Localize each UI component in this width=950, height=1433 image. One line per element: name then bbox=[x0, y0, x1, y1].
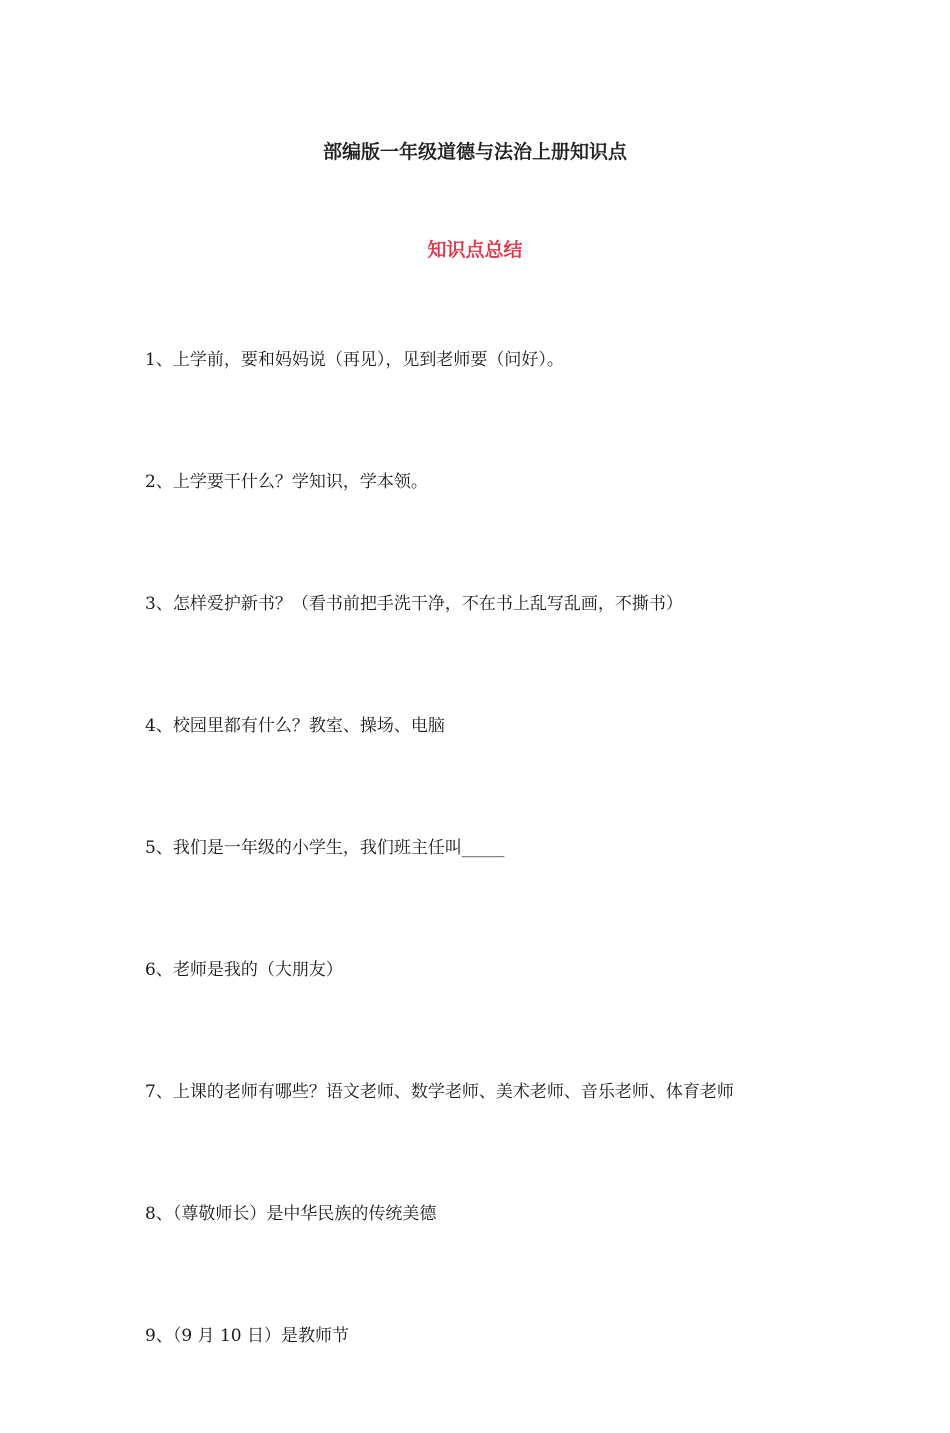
item-text: 怎样爱护新书？（看书前把手洗干净，不在书上乱写乱画，不撕书） bbox=[172, 594, 683, 614]
item-number: 5、 bbox=[145, 838, 173, 858]
list-item bbox=[145, 335, 805, 385]
list-item bbox=[145, 579, 805, 629]
item-number: 1、 bbox=[145, 350, 173, 370]
item-text: 校园里都有什么？教室、操场、电脑 bbox=[172, 716, 445, 736]
item-text: 上学前，要和妈妈说（再见），见到老师要（问好）。 bbox=[172, 350, 564, 370]
list-item bbox=[145, 1067, 805, 1117]
item-number: 2、 bbox=[145, 472, 173, 492]
list-item bbox=[145, 823, 805, 873]
item-text: 老师是我的（大朋友） bbox=[172, 960, 343, 980]
list-item bbox=[145, 1311, 805, 1361]
item-number: 3、 bbox=[145, 594, 173, 614]
list-item bbox=[145, 1189, 805, 1239]
item-number: 6、 bbox=[145, 960, 173, 980]
document-title: 部编版一年级道德与法治上册知识点 bbox=[322, 141, 627, 163]
item-text: 上学要干什么？学知识，学本领。 bbox=[172, 472, 428, 492]
section-title: 知识点总结 bbox=[427, 239, 523, 261]
item-text: （尊敬师长）是中华民族的传统美德 bbox=[172, 1204, 437, 1224]
item-number: 9、 bbox=[145, 1326, 173, 1346]
list-item bbox=[145, 945, 805, 995]
item-text: 我们是一年级的小学生，我们班主任叫_____ bbox=[172, 838, 505, 858]
list-item bbox=[145, 457, 805, 507]
knowledge-point-list bbox=[145, 335, 805, 1433]
item-number: 8、 bbox=[145, 1204, 173, 1224]
item-number: 4、 bbox=[145, 716, 173, 736]
item-text: （9 月 10 日）是教师节 bbox=[172, 1326, 349, 1346]
list-item bbox=[145, 701, 805, 751]
item-number: 7、 bbox=[145, 1082, 173, 1102]
item-text: 上课的老师有哪些？语文老师、数学老师、美术老师、音乐老师、体育老师 bbox=[172, 1082, 734, 1102]
